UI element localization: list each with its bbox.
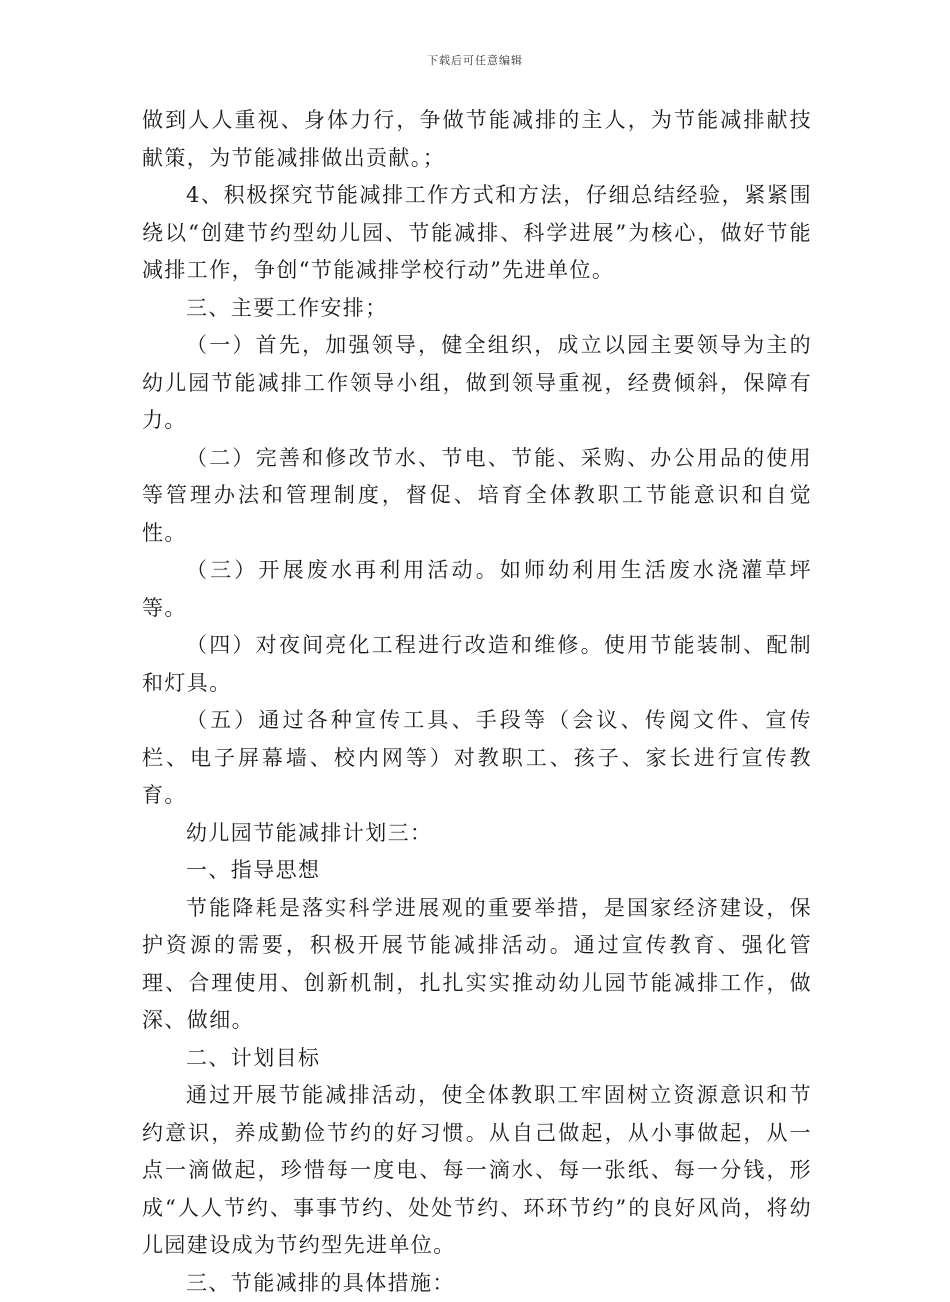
page-header: 下载后可任意编辑 bbox=[0, 52, 950, 68]
section-heading-plan-goals: 二、计划目标 bbox=[142, 1040, 812, 1078]
paragraph-item-5: （五）通过各种宣传工具、手段等（会议、传阅文件、宣传栏、电子屏幕墙、校内网等）对教职工、孩子、家长进行宣传教育。 bbox=[142, 702, 812, 815]
section-heading-main-arrangements: 三、主要工作安排； bbox=[142, 290, 812, 328]
plan-three-title: 幼儿园节能减排计划三： bbox=[142, 815, 812, 853]
document-body bbox=[142, 102, 812, 1302]
paragraph-1: 做到人人重视、身体力行，争做节能减排的主人，为节能减排献技献策，为节能减排做出贡献。； bbox=[142, 102, 812, 177]
paragraph-item-2: （二）完善和修改节水、节电、节能、采购、办公用品的使用等管理办法和管理制度，督促、培育全体教职工节能意识和自觉性。 bbox=[142, 440, 812, 553]
paragraph-2: 4、积极探究节能减排工作方式和方法，仔细总结经验，紧紧围绕以“创建节约型幼儿园、节能减排、科学进展”为核心，做好节能减排工作，争创“节能减排学校行动”先进单位。 bbox=[142, 177, 812, 290]
section-heading-measures: 三、节能减排的具体措施： bbox=[142, 1265, 812, 1302]
paragraph-guiding-thought: 节能降耗是落实科学进展观的重要举措，是国家经济建设，保护资源的需要，积极开展节能减排活动。通过宣传教育、强化管理、合理使用、创新机制，扎扎实实推动幼儿园节能减排工作，做深、做细。 bbox=[142, 890, 812, 1040]
paragraph-plan-goals: 通过开展节能减排活动，使全体教职工牢固树立资源意识和节约意识，养成勤俭节约的好习惯。从自己做起，从小事做起，从一点一滴做起，珍惜每一度电、每一滴水、每一张纸、每一分钱，形成“人人节约、事事节约、处处节约、环环节约”的良好风尚，将幼儿园建设成为节约型先进单位。 bbox=[142, 1077, 812, 1265]
paragraph-item-4: （四）对夜间亮化工程进行改造和维修。使用节能装制、配制和灯具。 bbox=[142, 627, 812, 702]
paragraph-item-3: （三）开展废水再利用活动。如师幼利用生活废水浇灌草坪等。 bbox=[142, 552, 812, 627]
section-heading-guiding-thought: 一、指导思想 bbox=[142, 852, 812, 890]
paragraph-item-1: （一）首先，加强领导，健全组织，成立以园主要领导为主的幼儿园节能减排工作领导小组，做到领导重视，经费倾斜，保障有力。 bbox=[142, 327, 812, 440]
